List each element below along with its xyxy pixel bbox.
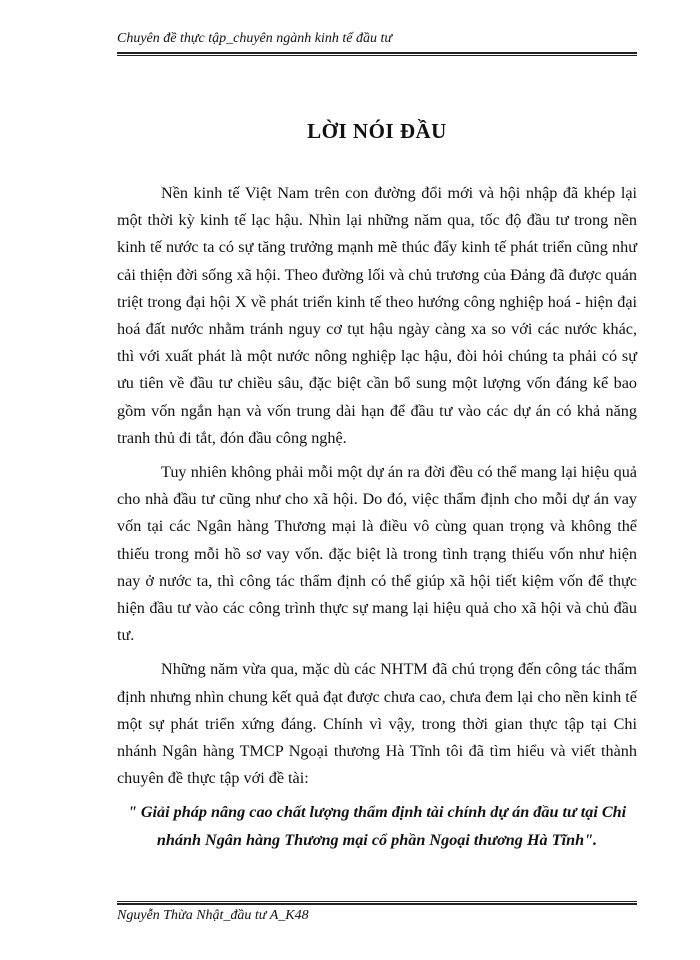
footer-divider — [117, 901, 637, 902]
thesis-topic: " Giải pháp nâng cao chất lượng thẩm định tài chính dự án đầu tư tại Chi nhánh Ngân hàng Thương mại cổ phần Ngoại thương Hà Tĩnh". — [127, 803, 627, 849]
page-footer: Nguyễn Thừa Nhật_đầu tư A_K48 — [117, 908, 309, 923]
header-divider — [117, 52, 637, 54]
body-paragraph: Tuy nhiên không phải mỗi một dự án ra đời đều có thể mang lại hiệu quả cho nhà đầu tư cũng như cho xã hội. Do đó, việc thẩm định cho mỗi dự án vay vốn tại các Ngân hàng Thương mại là điều vô cùng quan trọng và không thể thiếu trong mỗi hồ sơ vay vốn. đặc biệt là trong tình trạng thiếu vốn như hiện nay ở nước ta, thì công tác thẩm định có thể giúp xã hội tiết kiệm vốn để thực hiện đầu tư vào các công trình thực sự mang lại hiệu quả cho xã hội và chủ đầu tư. — [117, 463, 637, 645]
page-header: Chuyên đề thực tập_chuyên ngành kinh tế đầu tư — [117, 31, 392, 46]
document-body — [117, 180, 637, 861]
body-paragraph: Những năm vừa qua, mặc dù các NHTM đã chú trọng đến công tác thẩm định nhưng nhìn chung kết quả đạt được chưa cao, chưa đem lại cho nền kinh tế một sự phát triển xứng đáng. Chính vì vậy, trong thời gian thực tập tại Chi nhánh Ngân hàng TMCP Ngoại thương Hà Tĩnh tôi đã tìm hiểu và viết thành chuyên đề thực tập với đề tài: — [117, 660, 637, 788]
body-paragraph: Nền kinh tế Việt Nam trên con đường đổi mới và hội nhập đã khép lại một thời kỳ kinh tế lạc hậu. Nhìn lại những năm qua, tốc độ đầu tư trong nền kinh tế nước ta có sự tăng trưởng mạnh mẽ thúc đẩy kinh tế phát triển cũng như cải thiện đời sống xã hội. Theo đường lối và chủ trương của Đảng đã được quán triệt trong đại hội X về phát triển kinh tế theo hướng công nghiệp hoá - hiện đại hoá đất nước nhằm tránh nguy cơ tụt hậu ngày càng xa so với các nước khác, thì với xuất phát là một nước nông nghiệp lạc hậu, đòi hỏi chúng ta phải có sự ưu tiên về đầu tư chiều sâu, đặc biệt cần bổ sung một lượng vốn đáng kể bao gồm vốn ngắn hạn và vốn trung dài hạn để đầu tư vào các dự án có khả năng tranh thủ đi tắt, đón đầu công nghệ. — [117, 184, 637, 447]
page-title: LỜI NÓI ĐẦU — [307, 119, 447, 143]
